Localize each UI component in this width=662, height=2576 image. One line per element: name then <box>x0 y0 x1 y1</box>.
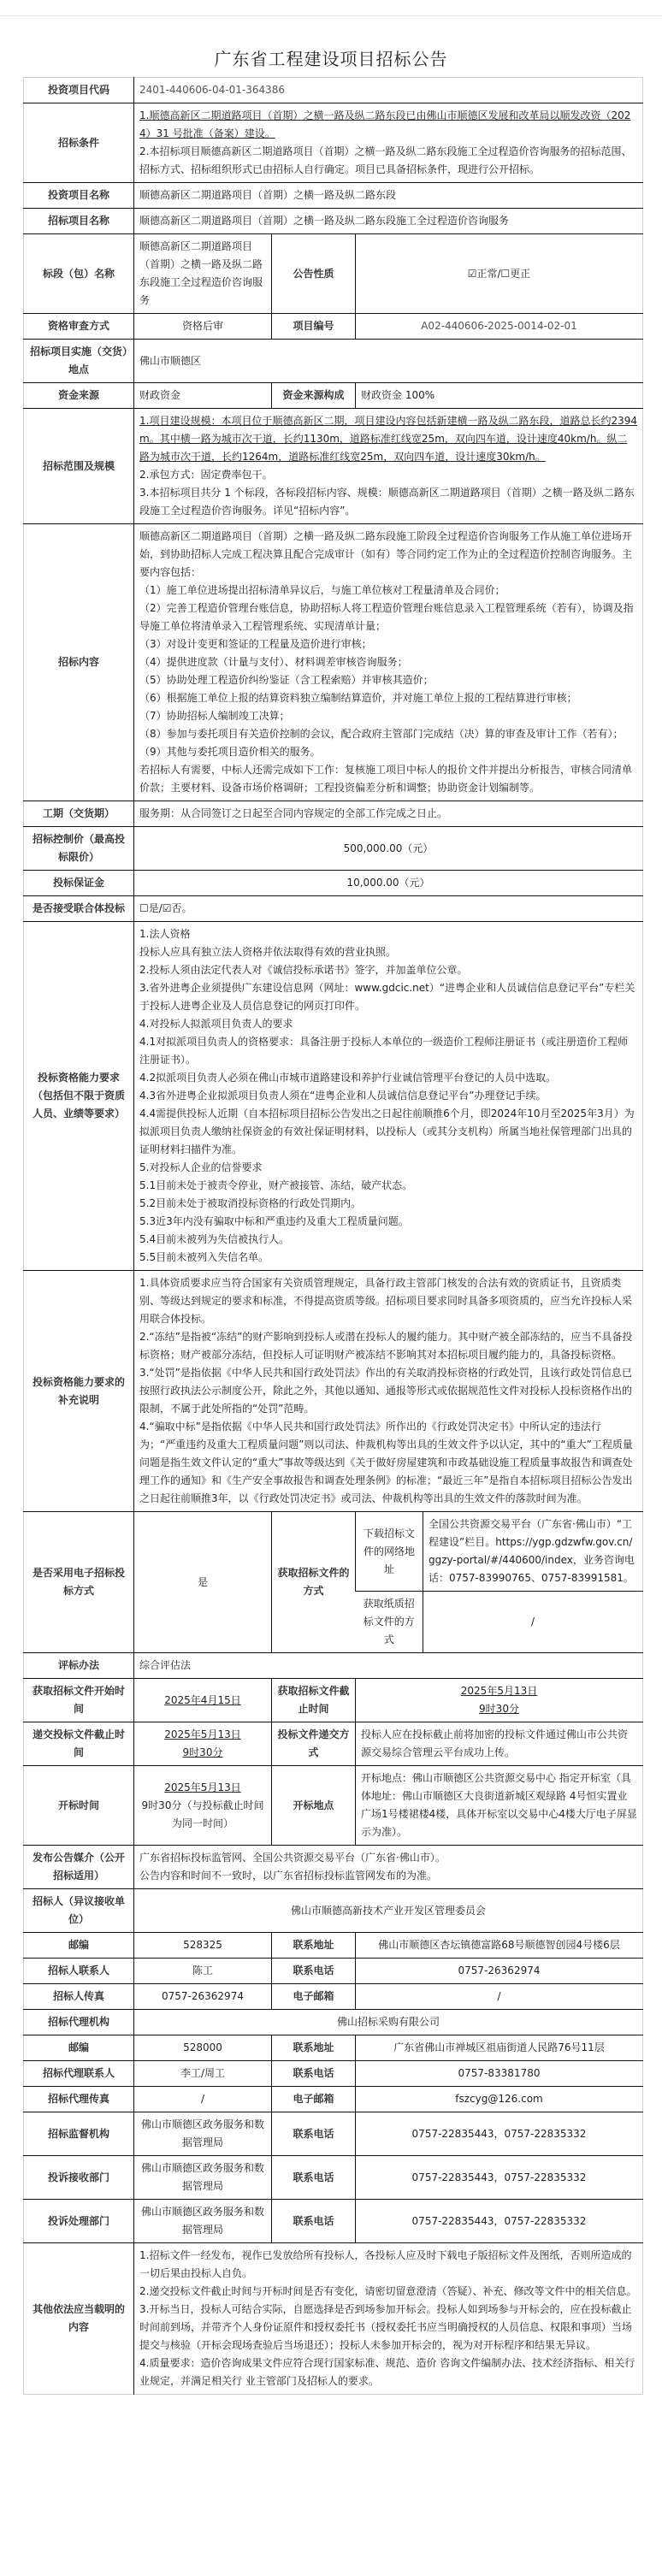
requirement-line: 3.省外进粤企业须提供广东建设信息网（网址：www.gdcic.net）“进粤企业和人员诚信信息登记平台”专栏关于投标人进粤企业及人员信息登记的网页打印件。 <box>139 982 635 1012</box>
row-media <box>24 1846 643 1889</box>
tenderer-phone: 0757-26362974 <box>356 1959 643 1984</box>
label: 招标代理传真 <box>24 2087 134 2112</box>
paper-label: 获取纸质招标文件的方式 <box>356 1592 423 1653</box>
label: 联系电话 <box>272 2156 356 2200</box>
supplement-line: 3.“处罚”是指依据《中华人民共和国行政处罚法》作出的有关取消投标资格的行政处罚，且该行政处罚信息已按照行政执法公示制度公开，除此之外，其他以通知、通报等形式或依据规范性文件对投标人投标资格作出的限制，不属于此处所指的“处罚”范畴。 <box>139 1367 633 1415</box>
label: 联系地址 <box>272 2035 356 2061</box>
content-line: 若招标人有需要，中标人还需完成如下工作：复核施工项目中标人的报价文件并提出分析报告，审核合同清单价款；主要材料、设备市场价格调研；工程投资偏差分析和调整；协助资金计划编制等。 <box>139 764 633 794</box>
complaint-process-value: 佛山市顺德区政务服务和数据管理局 <box>134 2200 272 2243</box>
download-label: 下载招标文件的网络地址 <box>356 1512 423 1592</box>
label: 是否采用电子招标投标方式 <box>24 1512 134 1653</box>
row-invest-name <box>24 183 643 209</box>
complaint-receive-phone: 0757-22835443，0757-22835332 <box>356 2156 643 2200</box>
label: 联系电话 <box>272 2112 356 2156</box>
label: 项目编号 <box>272 314 356 340</box>
agency-phone: 0757-83381780 <box>356 2061 643 2087</box>
tenderer-value: 佛山市顺德高新技术产业开发区管理委员会 <box>134 1889 643 1933</box>
agency-postcode: 528000 <box>134 2035 272 2061</box>
requirement-line: 5.3近3年内没有骗取中标和严重违约及重大工程质量问题。 <box>139 1215 409 1227</box>
content-line: （4）提供进度款（计量与支付）、材料调差审核咨询服务； <box>139 656 408 668</box>
tenderer-fax: 0757-26362974 <box>134 1984 272 2010</box>
tenderer-email: / <box>356 1984 643 2010</box>
supplement-value <box>134 1271 643 1512</box>
tenderer-address: 佛山市顺德区杏坛镇德富路68号顺德智创园4号楼6层 <box>356 1933 643 1959</box>
label: 是否接受联合体投标 <box>24 896 134 922</box>
content-line: （8）参加与委托项目有关造价控制的会议，配合政府主管部门完成结（决）算的审查及审计工作（若有）； <box>139 728 624 740</box>
label: 获取招标文件的方式 <box>272 1512 356 1653</box>
content-line: 顺德高新区二期道路项目（首期）之横一路及纵二路东段施工阶段全过程造价咨询服务工作从施工单位进场开始，到协助招标人完成工程决算且配合完成审计（如有）等合同约定工作为止的全过程造价控制咨询服务。主要内容包括： <box>139 530 633 578</box>
supplement-line: 1.具体资质要求应当符合国家有关资质管理规定，具备行政主管部门核发的合法有效的资质证书，且资质类别、等级达到规定的要求和标准，不得提高资质等级。招标项目要求同时具备多项资质的，应当允许投标人采用联合体投标。 <box>139 1277 633 1325</box>
opening-place-value: 开标地点：佛山市顺德区公共资源交易中心 指定开标室（具体地址：佛山市顺德区大良街道新城区观绿路 4号恒实置业广场1号楼裙楼4楼，具体开标室以交易中心4楼大厅电子屏显示为准）。 <box>356 1766 643 1846</box>
row-agency-post <box>24 2035 643 2061</box>
row-tender-name <box>24 209 643 234</box>
content-line: （6）根据施工单位上报的结算资料独立编制结算造价，并对施工单位上报的工程结算进行审核； <box>139 692 577 704</box>
condition-1: 1.顺德高新区二期道路项目（首期）之横一路及纵二路东段已由佛山市顺德区发展和改革局以顺发改资（2024）31 号批准（备案）建设。 <box>139 109 631 139</box>
period-value: 服务期：从合同签订之日起至合同内容规定的全部工作完成之日止。 <box>134 801 643 827</box>
row-tenderer-fax <box>24 1984 643 2010</box>
nature-checkbox-value: ☑正常/☐更正 <box>356 234 643 314</box>
row-tenderer <box>24 1889 643 1933</box>
requirement-line: 5.2目前未处于被取消投标资格的行政处罚期内。 <box>139 1197 362 1209</box>
row-section <box>24 234 643 314</box>
submit-deadline-value <box>134 1722 272 1766</box>
agency-address: 广东省佛山市禅城区祖庙街道人民路76号11层 <box>356 2035 643 2061</box>
qualification-value: 资格后审 <box>134 314 272 340</box>
download-address-value[interactable]: 全国公共资源交易平台（广东省·佛山市）“工程建设”栏目。https://ygp.gdzwfw.gov.cn/ggzy-portal/#/440600/index，业务咨询电话：0757-83990765、0757-83991581。 <box>423 1512 643 1592</box>
agency-fax: / <box>134 2087 272 2112</box>
other-line: 1.招标文件一经发布，视作已发放给所有投标人，各投标人应及时下载电子版招标文件及图纸，否则所造成的一切后果由投标人自负。 <box>139 2249 632 2279</box>
label: 联系电话 <box>272 2200 356 2243</box>
label: 招标代理联系人 <box>24 2061 134 2087</box>
label: 公告性质 <box>272 234 356 314</box>
label: 投标文件递交方式 <box>272 1722 356 1766</box>
deposit-value: 10,000.00（元） <box>134 871 643 896</box>
requirement-line: 4.3省外进粤企业拟派项目负责人须在“进粤企业和人员诚信信息登记平台”办理登记手续。 <box>139 1090 547 1102</box>
requirement-line: 5.对投标人企业的信誉要求 <box>139 1161 263 1173</box>
content-line: （5）协助处理工程造价纠纷鉴证（含工程索赔）并审核其造价； <box>139 674 434 686</box>
requirement-line: 5.4目前未被列为失信被执行人。 <box>139 1233 290 1245</box>
row-content <box>24 524 643 801</box>
scope-line: 1.项目建设规模：本项目位于顺德高新区二期，项目建设内容包括新建横一路及纵二路东段，道路总长约2394m。其中横一路为城市次干道，长约1130m，道路标准红线宽25m，双向四车道，设计速度40km/h。纵二路为城市次干道，长约1264m，道路标准红线宽25m，双向四车道，设计速度30km/h。 <box>139 415 637 463</box>
obtain-end-time: 9时30分 <box>479 1703 519 1715</box>
content-value <box>134 524 643 801</box>
other-line: 2.递交投标文件截止时间与开标时间是否有变化，请密切留意澄清（答疑）、补充、修改等文件中的相关信息。 <box>139 2285 637 2297</box>
project-code-value: 2401-440606-04-01-364386 <box>134 78 643 103</box>
funds-value: 财政资金 <box>134 383 272 409</box>
content-line: （2）完善工程造价管理台账信息，协助招标人将工程造价管理台账信息录入工程管理系统（若有），协调及指导施工单位将清单录入工程管理系统、实现清单计量； <box>139 602 634 632</box>
row-complaint-process <box>24 2200 643 2243</box>
row-funds <box>24 383 643 409</box>
tenderer-postcode: 528325 <box>134 1933 272 1959</box>
media-line: 广东省招标投标监管网、全国公共资源交易平台（广东省·佛山市）。 <box>139 1852 446 1864</box>
obtain-end-date: 2025年5月13日 <box>460 1685 538 1697</box>
label: 招标监督机构 <box>24 2112 134 2156</box>
requirement-line: 4.2拟派项目负责人必须在佛山市城市道路建设和养护行业诚信管理平台登记的人员中选取。 <box>139 1072 557 1084</box>
label: 投标资格能力要求（包括但不限于资质人员、业绩等要求） <box>24 922 134 1271</box>
row-complaint-receive <box>24 2156 643 2200</box>
row-supervision <box>24 2112 643 2156</box>
label: 获取招标文件开始时间 <box>24 1679 134 1722</box>
tenderer-contact: 陈工 <box>134 1959 272 1984</box>
scope-line: 3.本招标项目共分 1 个标段，各标段招标内容、规模：顺德高新区二期道路项目（首期）之横一路及纵二路东段施工全过程造价咨询服务。详见“招标内容”。 <box>139 487 635 517</box>
label: 招标代理机构 <box>24 2010 134 2035</box>
row-conditions <box>24 103 643 183</box>
complaint-receive-value: 佛山市顺德区政务服务和数据管理局 <box>134 2156 272 2200</box>
row-opening <box>24 1766 643 1846</box>
requirement-line: 4.1对拟派项目负责人的资格要求：具备注册于投标人本单位的一级造价工程师注册证书（或注册造价工程师注册证书）。 <box>139 1036 629 1066</box>
row-evaluation <box>24 1653 643 1679</box>
row-agency <box>24 2010 643 2035</box>
label: 开标时间 <box>24 1766 134 1846</box>
label: 资格审查方式 <box>24 314 134 340</box>
media-line: 公告内容和时间不一致时，以广东省招标投标监管网发布的为准。 <box>139 1870 438 1882</box>
supervision-phone: 0757-22835443，0757-22835332 <box>356 2112 643 2156</box>
content-line: （7）协助招标人编制竣工决算； <box>139 710 290 722</box>
requirement-line: 4.对投标人拟派项目负责人的要求 <box>139 1018 293 1030</box>
conditions-value <box>134 103 643 183</box>
scope-line: 2.承包方式：固定费率包干。 <box>139 469 273 481</box>
invest-name-value: 顺德高新区二期道路项目（首期）之横一路及纵二路东段 <box>134 183 643 209</box>
label: 邮编 <box>24 1933 134 1959</box>
agency-contact: 李工/周工 <box>134 2061 272 2087</box>
label: 资金来源构成 <box>272 383 356 409</box>
obtain-end-value <box>356 1679 643 1722</box>
label: 发布公告媒介（公开招标适用） <box>24 1846 134 1889</box>
requirement-line: 投标人应具有独立法人资格并依法取得有效的营业执照。 <box>139 946 397 958</box>
consortium-value: ☐是/☑否。 <box>134 896 643 922</box>
row-deposit <box>24 871 643 896</box>
label: 招标人联系人 <box>24 1959 134 1984</box>
label: 投资项目名称 <box>24 183 134 209</box>
label: 投标保证金 <box>24 871 134 896</box>
bottom-spacer <box>0 2395 662 2446</box>
label: 招标项目实施（交货）地点 <box>24 340 134 383</box>
funds-composition-value: 财政资金 100% <box>356 383 643 409</box>
page-title: 广东省工程建设项目招标公告 <box>214 49 448 69</box>
label: 电子邮箱 <box>272 2087 356 2112</box>
opening-time: 9时30分（与投标截止时间为同一时间） <box>141 1799 264 1829</box>
content-line: （3）对设计变更和签证的工程量及造价进行审核； <box>139 638 372 650</box>
label: 投诉处理部门 <box>24 2200 134 2243</box>
complaint-process-phone: 0757-22835443，0757-22835332 <box>356 2200 643 2243</box>
label: 开标地点 <box>272 1766 356 1846</box>
other-value <box>134 2243 643 2395</box>
opening-date: 2025年5月13日 <box>164 1781 241 1793</box>
submit-date: 2025年5月13日 <box>164 1728 241 1740</box>
announcement-table <box>23 77 643 2395</box>
label: 招标条件 <box>24 103 134 183</box>
supplement-line: 4.“骗取中标”是指依据《中华人民共和国行政处罚法》所作出的《行政处罚决定书》中所认定的违法行为；“严重违约及重大工程质量问题”则以司法、仲裁机构等出具的生效文件予以认定，其中的“重大”工程质量问题是指生效文件认定的“重大”事故等级达到《关于做好房屋建筑和市政基础设施工程质量事故报告和调查处理工作的通知》和《生产安全事故报告和调查处理条例》的标准；“最近三年”是指自本招标项目招标公告发出之日起往前顺推3年，以《行政处罚决定书》或司法、仲裁机构等出具的生效文件的落款时间为准。 <box>139 1421 633 1504</box>
top-divider <box>0 0 662 16</box>
label: 投资项目代码 <box>47 84 109 96</box>
evaluation-value: 综合评估法 <box>134 1653 643 1679</box>
label: 招标项目名称 <box>24 209 134 234</box>
label: 电子邮箱 <box>272 1984 356 2010</box>
row-consortium <box>24 896 643 922</box>
label: 招标控制价（最高投标限价） <box>24 827 134 871</box>
label: 联系电话 <box>272 2061 356 2087</box>
label: 投标资格能力要求的补充说明 <box>24 1271 134 1512</box>
media-value <box>134 1846 643 1889</box>
requirement-line: 5.1目前未处于被责令停业，财产被接管、冻结，破产状态。 <box>139 1179 413 1191</box>
agency-email[interactable]: fszcyg@126.com <box>356 2087 643 2112</box>
label: 资金来源 <box>24 383 134 409</box>
project-number-value: A02-440606-2025-0014-02-01 <box>356 314 643 340</box>
row-obtain-time <box>24 1679 643 1722</box>
scope-value <box>134 409 643 524</box>
requirement-line: 4.4需提供投标人近期（自本招标项目招标公告发出之日起往前顺推6个月，即2024年10月至2025年3月）为拟派项目负责人缴纳社保资金的有效社保证明材料，以投标人（或其分支机构）所属当地社保管理部门出具的证明材料扫描件为准。 <box>139 1108 635 1155</box>
row-qualification <box>24 314 643 340</box>
row-agency-contact <box>24 2061 643 2087</box>
row-period <box>24 801 643 827</box>
label: 招标内容 <box>24 524 134 801</box>
content-line: （9）其他与委托项目造价相关的服务。 <box>139 746 321 758</box>
requirement-line: 5.5目前未被列入失信名单。 <box>139 1251 269 1263</box>
row-agency-fax <box>24 2087 643 2112</box>
row-other <box>24 2243 643 2395</box>
submit-time: 9时30分 <box>182 1746 223 1758</box>
obtain-start-value: 2025年4月15日 <box>134 1679 272 1722</box>
content-line: （1）施工单位进场提出招标清单异议后，与施工单位核对工程量清单及合同价； <box>139 584 505 596</box>
label: 标段（包）名称 <box>24 234 134 314</box>
label: 招标人（异议接收单位） <box>24 1889 134 1933</box>
requirements-value <box>134 922 643 1271</box>
row-requirements <box>24 922 643 1271</box>
submit-method-value: 投标人应在投标截止前将加密的投标文件通过佛山市公共资源交易综合管理云平台成功上传。 <box>356 1722 643 1766</box>
agency-value: 佛山招标采购有限公司 <box>134 2010 643 2035</box>
control-price-value: 500,000.00（元） <box>134 827 643 871</box>
label: 递交投标文件截止时间 <box>24 1722 134 1766</box>
label: 评标办法 <box>24 1653 134 1679</box>
label: 招标人传真 <box>24 1984 134 2010</box>
supervision-value: 佛山市顺德区政务服务和数据管理局 <box>134 2112 272 2156</box>
other-line: 3.开标当日，投标人可结合实际，自愿选择是否到场参加开标会。投标人如到场参与开标会的，应在投标截止时间前到场，并带齐个人身份证原件和授权委托书（授权委托书应当明确授权的人员信息、权限和事项）当场提交与核验（开标会现场查验后当场退还）；投标人未参加开标会的，视为对开标程序和结果无异议。 <box>139 2303 633 2351</box>
location-value: 佛山市顺德区 <box>134 340 643 383</box>
row-tenderer-contact <box>24 1959 643 1984</box>
label: 联系电话 <box>272 1959 356 1984</box>
label: 其他依法应当载明的内容 <box>24 2243 134 2395</box>
label: 投诉接收部门 <box>24 2156 134 2200</box>
section-value: 顺德高新区二期道路项目（首期）之横一路及纵二路东段施工全过程造价咨询服务 <box>134 234 272 314</box>
tender-name-value: 顺德高新区二期道路项目（首期）之横一路及纵二路东段施工全过程造价咨询服务 <box>134 209 643 234</box>
paper-value: / <box>423 1592 643 1653</box>
row-project-code <box>24 78 643 103</box>
supplement-line: 2.“冻结”是指被“冻结”的财产影响到投标人或潜在投标人的履约能力。其中财产被全部冻结的，应当不具备投标资格；财产被部分冻结，但投标人可证明财产被冻结不影响其对本招标项目履约能力的，具备投标资格。 <box>139 1331 633 1361</box>
label: 邮编 <box>24 2035 134 2061</box>
row-tenderer-post <box>24 1933 643 1959</box>
label: 联系地址 <box>272 1933 356 1959</box>
requirement-line: 1.法人资格 <box>139 928 191 940</box>
row-scope <box>24 409 643 524</box>
row-supplement <box>24 1271 643 1512</box>
row-control-price <box>24 827 643 871</box>
requirement-line: 2.投标人须由法定代表人对《诚信投标承诺书》签字，并加盖单位公章。 <box>139 964 468 976</box>
label: 获取招标文件截止时间 <box>272 1679 356 1722</box>
label: 工期（交货期） <box>24 801 134 827</box>
opening-time-value <box>134 1766 272 1846</box>
electronic-value: 是 <box>134 1512 272 1653</box>
row-submit <box>24 1722 643 1766</box>
condition-2: 2.本招标项目顺德高新区二期道路项目（首期）之横一路及纵二路东段施工全过程造价咨询服务的招标范围、招标方式、招标组织形式已由招标人自行确定。项目已具备招标条件，现进行公开招标。 <box>139 145 632 175</box>
row-location <box>24 340 643 383</box>
label: 招标范围及规模 <box>24 409 134 524</box>
row-electronic <box>24 1512 643 1592</box>
other-line: 4.质量要求：造价咨询成果文件应符合现行国家标准、规范、造价 咨询文件编制办法、技术经济指标、相关行业规定，并满足相关行 业主管部门及招标人的要求。 <box>139 2357 635 2387</box>
